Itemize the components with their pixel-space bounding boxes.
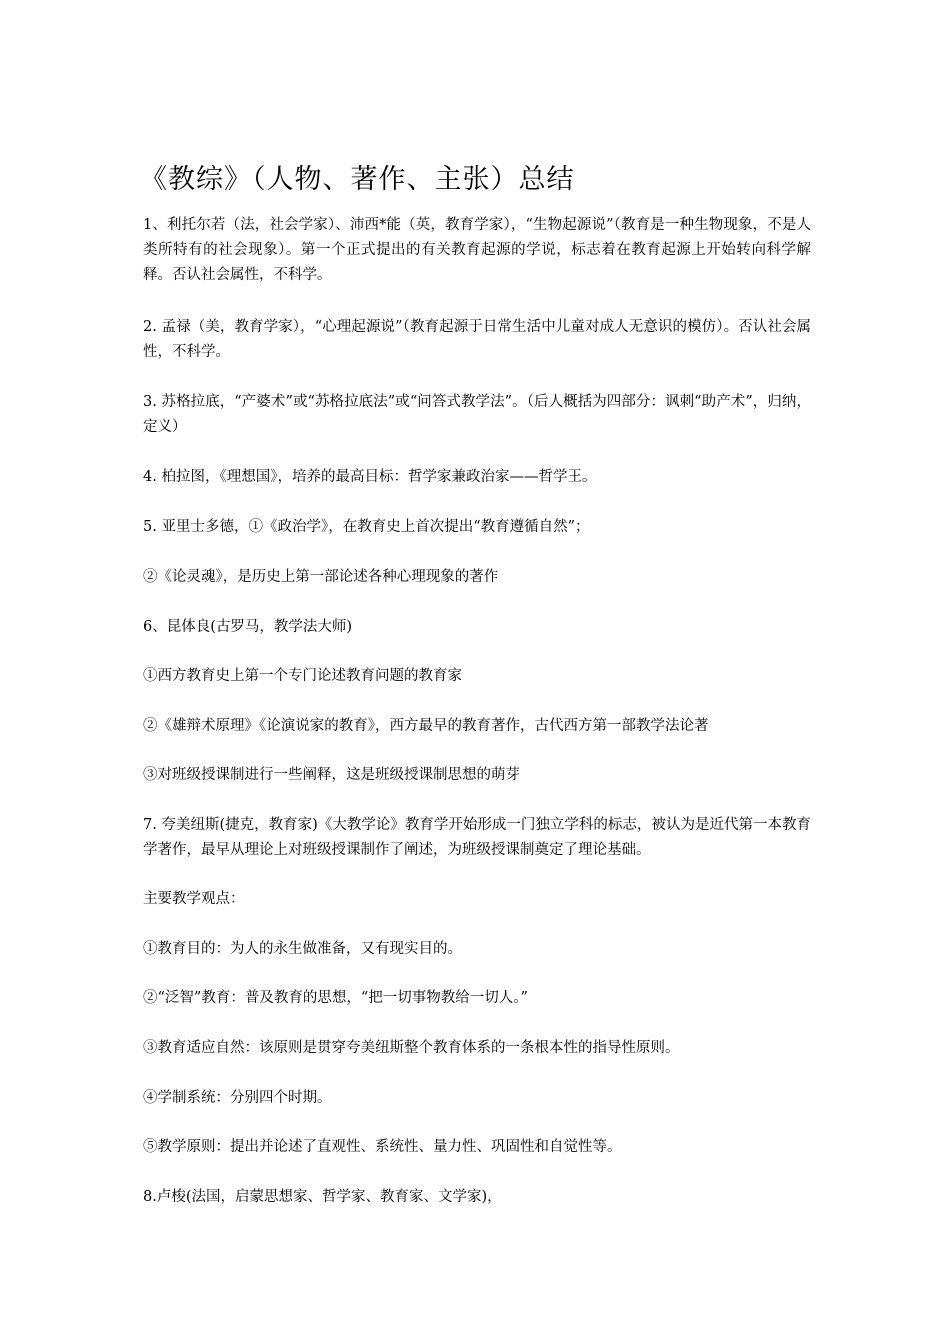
document-title: 《教综》（人物、著作、主张）总结 [140,164,575,195]
view-item-4: ④学制系统：分别四个时期。 [143,1090,332,1106]
view-item-3: ③教育适应自然：该原则是贯穿夸美纽斯整个教育体系的一条根本性的指导性原则。 [143,1040,680,1056]
view-item-2: ②“泛智”教育：普及教育的思想，“把一切事物教给一切人。” [143,990,528,1006]
paragraph-5: 5. 亚里士多德，①《政治学》，在教育史上首次提出“教育遵循自然”； [143,519,590,535]
paragraph-6-item-1: ①西方教育史上第一个专门论述教育问题的教育家 [143,668,462,684]
view-item-1: ①教育目的：为人的永生做准备，又有现实目的。 [143,941,462,957]
paragraph-6: 6、昆体良(古罗马，教学法大师) [143,619,353,635]
paragraph-7: 7. 夸美纽斯(捷克，教育家)《大教学论》教育学开始形成一门独立学科的标志，被认为是近代第一本教育学著作，最早从理论上对班级授课制作了阐述，为班级授课制奠定了理论基础。 [143,817,811,858]
main-views-heading: 主要教学观点： [143,891,245,907]
paragraph-5-cont: ②《论灵魂》，是历史上第一部论述各种心理现象的著作 [143,569,499,585]
paragraph-3: 3. 苏格拉底，“产婆术”或“苏格拉底法”或“问答式教学法”。（后人概括为四部分：讽刺“助产术”，归纳，定义） [143,394,811,435]
paragraph-8: 8.卢梭(法国，启蒙思想家、哲学家、教育家、文学家)， [143,1189,502,1205]
paragraph-1: 1、利托尔若（法，社会学家）、沛西*能（英，教育学家），“生物起源说”（教育是一种生物现象，不是人类所特有的社会现象）。第一个正式提出的有关教育起源的学说，标志着在教育起源上开始转向科学解释。否认社会属性，不科学。 [143,217,811,283]
paragraph-6-item-2: ②《雄辩术原理》《论演说家的教育》，西方最早的教育著作，古代西方第一部教学法论著 [143,718,709,734]
paragraph-4: 4. 柏拉图，《理想国》，培养的最高目标：哲学家兼政治家——哲学王。 [143,469,597,485]
paragraph-6-item-3: ③对班级授课制进行一些阐释，这是班级授课制思想的萌芽 [143,767,520,783]
view-item-5: ⑤教学原则：提出并论述了直观性、系统性、量力性、巩固性和自觉性等。 [143,1139,622,1155]
paragraph-2: 2. 孟禄（美，教育学家），“心理起源说”（教育起源于日常生活中儿童对成人无意识的模仿）。否认社会属性，不科学。 [143,319,811,360]
